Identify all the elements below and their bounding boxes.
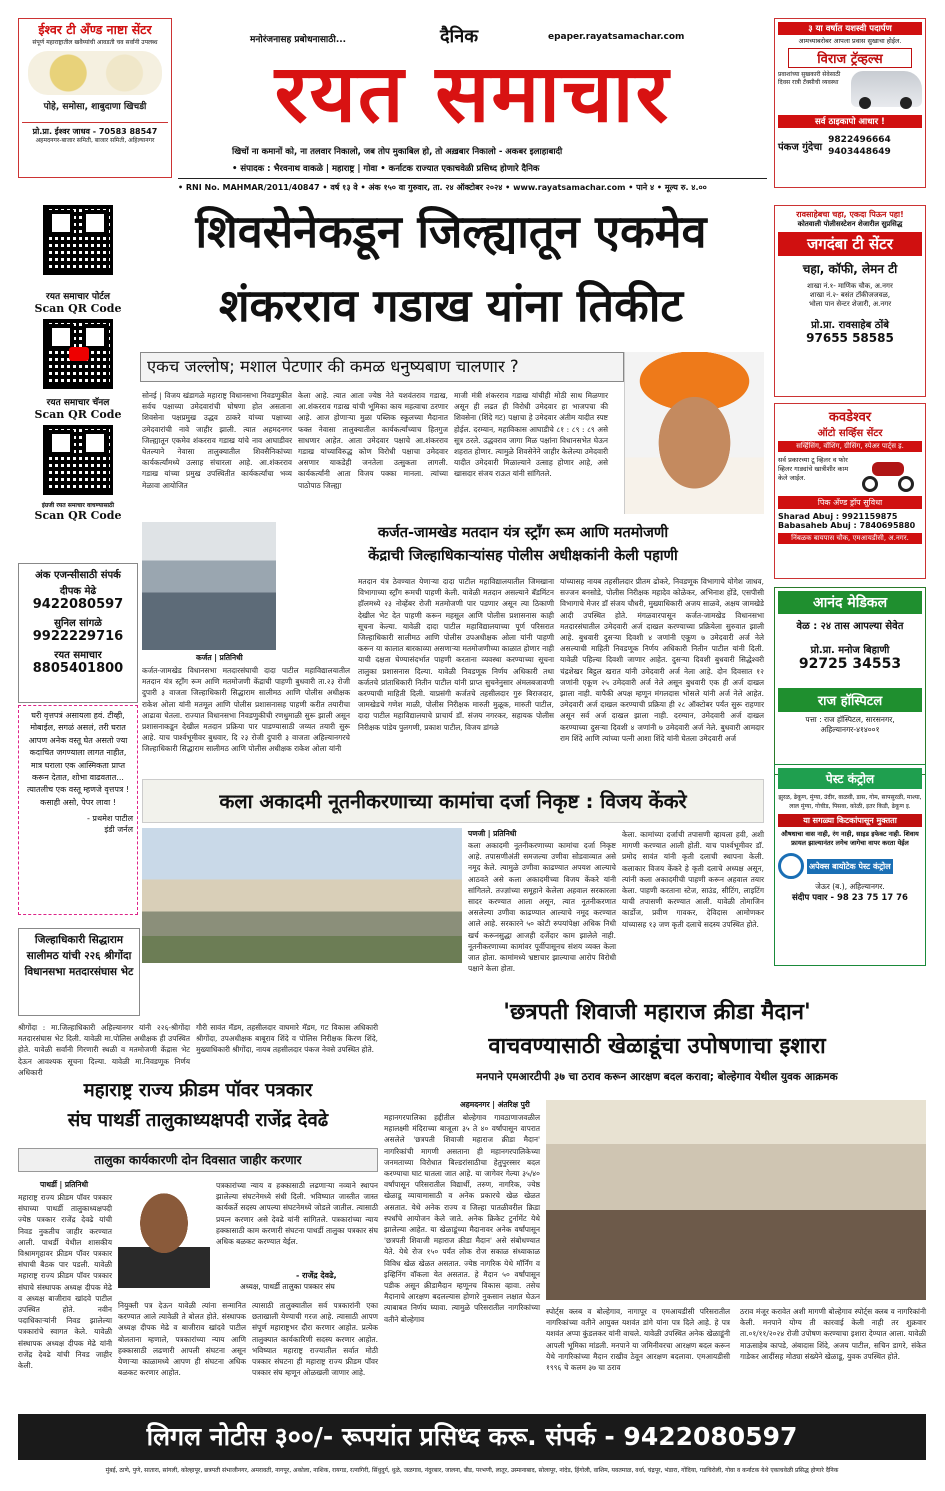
ad-phone[interactable]: 97655 58585 [806,331,894,345]
qr-label: Scan QR Code [34,408,122,421]
phone-2: 9403448649 [828,147,891,157]
ad-pest-control [774,764,926,966]
newspaper-title: रयत समाचार [274,47,671,140]
qr-section [18,205,138,555]
qr-label: Scan QR Code [34,302,122,315]
ad-company: अपेक्स बायोटेक पेस्ट कंट्रोल [807,859,893,874]
ad-name: विराज ट्रॅव्हल्स [788,48,912,68]
story3-col-2: केला. कामांच्या दर्जाची तपासणी व्हायला हवी, अशी मागणी करण्यात आली होती. याच पार्श्वभूमीवर डॉ. प्रमोद सावंत यांनी कृती दलाची स्थापना केली. कलाकार विजय केंकरे हे कृती दलाचे अध्यक्ष असून, त्यांनी कला अकादमीची पाहणी करून अहवाल तयार केला. पाहणी करताना स्टेज, साउंड, सीटिंग, लाइटिंग याची तपासणी करण्यात आली. यावेळी तोमाजिन कार्डोज, प्रवीण गावकर, देविदास आमोणकर यांच्यासह १३ जण कृती दलाचे सदस्य उपस्थित होते. [622,830,764,929]
story5-headline-line2: वाचवण्यासाठी खेळाडूंचा उपोषणाचा इशारा [488,1034,826,1059]
story5-subheadline: मनपाने एमआरटीपी ३७ चा ठराव करून आरक्षण बदल करावा; बोल्हेगाव येथील युवक आक्रमक [476,1071,838,1083]
ad-address: निंबळक बायपास चौक, एमआयडीसी, अ.नगर. [778,533,922,544]
story5-col-3: ठराव मंजूर करावेत अशी मागणी बोल्हेगाव स्पोर्ट्स क्लब व नागरिकांनी केली. मनपाने योग्य ती कारवाई केली नाही तर शुक्रवार ता.०१/११/२०२४ रोजी उपोषण करण्याचा इशारा देण्यात आला. यावेळी माऊसाहेब कापडे, अंबादास शिंदे, अजय पाटील, सचिन डागरे, संकेत गाडेकर आदींसह मोठ्या संख्येने खेळाडू, युवक उपस्थित होते. [740,1307,926,1361]
contact-phone[interactable]: 9922229716 [32,629,124,644]
ad-phone[interactable]: 92725 34553 [798,656,902,672]
contact-phone[interactable]: 9422080597 [32,597,124,612]
ad-branch: भोला पान सेन्टर शेजारी, अ.नगर [808,300,892,308]
car-photo [851,71,923,107]
ad-contact: Babasaheb Abuj : 7840695880 [778,521,916,530]
story5-col-2: स्पोर्ट्स क्लब व बोल्हेगाव, नागापूर व एमआयडीसी परिसरातील नागरिकांच्या वतीने आयुक्त यशवंत डांगे यांना पत्र दिले आहे. हे पत्र यशवंत अप्पा कुंडलकर यांनी वाचले. यावेळी उपस्थित अनेक खेळाडूंनी आपली भूमिका मांडली. मनपाने या जमिनीवरचा आरक्षण बदल करून येथे नागरिकांच्या मैदान राखीव ठेवून आरक्षण बदलावा. एमआयडीसी १९९६ चे कलम ३७ चा ठराव [546,1307,730,1373]
qr-label: रयत समाचार चॅनल [46,398,110,408]
collector-visit-body-2: गौरी सावंत मॅडम, तहसीलदार वाघमारे मॅडम, गट विकास अधिकारी श्रीगोंदा, उपअधीक्षक बाबूराव शिंदे व पोलिस निरीक्षक किरण शिंदे, मुख्याधिकारी श्रीगोंदा, नायब तहसीलदार पंकज नेवसे उपस्थित होते. [196,1023,378,1055]
story6-col-2: पत्रकारांच्या न्याय व हक्कासाठी लढणाऱ्या नव्याने स्थापन झालेल्या संघटनेमध्ये संधी दिली. भविष्यात जास्तीत जास्त कार्यकर्ते सदस्य आपल्या संघटनेमध्ये जोडले जातील. त्यासाठी प्रयत्न करणार असे देवढे यांनी सांगितले. पत्रकारांच्या न्याय हक्कासाठी काम करणारी संघटना पाथर्डी तालुका पत्रकार संघ अधिक बळकट करण्यात येईल. [216,1181,378,1247]
youtube-icon [69,347,89,361]
quote-text: घरी वृत्तपत्रं असायला हवं. टीव्ही, मोबाईल, सगळं असलं, तरी घरात आपण अनेक वस्तू घेत असतो ज्या कदाचित जगण्याला लागत नाहीत, मात्र घराला एक आस्मिकता प्राप्त करून देतात, शोभा वाढवतात... त्यातलीच एक वस्तू म्हणजे वृत्तपत्र ! कसाही असो, पेपर लावा ! [26,711,130,807]
story2-headline-line2: केंद्राची जिल्हाधिकाऱ्यांसह पोलीस अधीक्षकांनी केली पहाणी [368,548,678,564]
ad-contact[interactable]: संदीप पवार - 98 23 75 17 76 [792,893,908,903]
ad-highlight: सर्व ठाइकापो आधार ! [778,115,922,128]
qr-label: इंग्रजी रयत समाचार वाचण्यासाठी [41,502,115,509]
ad-branch: शाखा नं.२- बसंत टॉकीजजवळ, [809,291,891,299]
ad-desc: संपूर्ण महाराष्ट्रातील खवैय्यांची आवडती चव सर्वांनी उपलब्ध [32,39,158,46]
candidate-photo [624,352,764,514]
contact-name: दीपक मेढे [59,586,97,597]
story6-headline-line2: संघ पाथर्डी तालुकाध्यक्षपदी राजेंद्र देवढे [67,1110,329,1131]
ad-branch: शाखा नं.१- माणिक चौक, अ.नगर [807,282,893,290]
channel-qr-code[interactable] [43,319,113,389]
ad-name: कवडेश्वर [828,410,872,425]
story6-signature-title: अध्यक्ष, पाथर्डी तालुका पत्रकार संघ [240,1282,335,1291]
story5-col-1: महानगरपालिका हद्दीतील बोल्हेगाव गावठाणाजवळील महालक्ष्मी मंदिराच्या बाजूला ३५ ते ४० वर्षांपासून वापरात असलेले 'छत्रपती शिवाजी महाराज क्रीडा मैदान' नागरिकांची मागणी असताना ही महानगरपालिकेच्या जनमताच्या विरोधात बिल्डरांसाठीचा हेतुपुरस्सर बदल करण्याचा घाट घातला जात आहे. या जागेवर गेल्या ३५/४० वर्षांपासून परिसरातील विद्यार्थी, तरुण, नागरिक, ज्येष्ठ खेळाडू व्यायामासाठी व अनेक प्रकारचे खेळ खेळत असतात. येथे अनेक राज्य व जिल्हा पातळीवरील क्रिडा स्पर्धांचे आयोजन केले जाते. अनेक क्रिकेट टुर्नामेंट येथे झालेल्या आहेत. या खेळाडूंच्या मैदानावर अनेक वर्षांपासून 'छत्रपती शिवाजी महाराज क्रीडा मैदान' असे संबोधण्यात येते. येथे रोज १५० पर्यंत लोक रोज सकाळ संध्याकाळ विविध खेळ खेळत असतात. ज्येष्ठ नागरिक येथे मॉर्निंग व इव्हिनिंग वॉकला येत असतात. हे मैदान ५० वर्षांपासून पडीक असून क्रीडामैदान म्हणूनच विकास व्हावा. तसेच मैदानाचे आरक्षण बदलल्यास होणारे नुकसान लक्षात घेऊन त्याबाबत निर्णय घ्यावा. त्यामुळे परिसरातील नागरिकांच्या वतीने बोल्हेगाव [384,1113,540,1324]
ad-name: जगदंबा टी सेंटर [778,232,922,256]
lead-subheadline [140,352,624,382]
subheadline-text: एकच जल्लोष; मशाल पेटणार की कमळ धनुष्यबाण चालणार ? [147,357,519,376]
legal-notice-text: लिगल नोटीस ३००/- रूपयांत प्रसिध्द करू. संपर्क - 9422080597 [146,1422,798,1451]
story2-headline-line1: कर्जत-जामखेड मतदान यंत्र स्ट्रॉंग रूम आणि मतमोजणी [377,525,669,541]
motorbike-photo [858,456,918,492]
ad-jagdamba-tea [774,205,926,397]
lead-headline-line2: शंकरराव गडाख यांना तिकीट [218,279,684,332]
footer-distribution: मुंबई, ठाणे, पुणे, सातारा, सांगली, कोल्हापूर, छत्रपती संभाजीनगर, अमरावती, नागपूर, अकोला, नाशिक, रायगड, रत्नागिरी, सिंधुदुर्ग, धुळे, जळगाव, नंदुरबार, जालना, बीड, परभणी, लातूर, उस्मानाबाद, सोलापूर, नांदेड, हिंगोली, वाशिम, यवतमाळ, वर्धा, चंद्रपूर, भंडारा, गोंदिया, गडचिरोली, गोवा व कर्नाटक येथे एकाचवेळी प्रसिद्ध होणारे दैनिक [105,1467,839,1474]
subheadline-text: तालुका कार्यकारणी दोन दिवसात जाहीर करणार [94,1153,302,1167]
collector-visit-headline [18,928,140,1016]
story6-col-3: नियुक्ती पत्र देऊन यावेळी त्यांना सन्मानित करण्यात आले त्यावेळी ते बोलत होते. संस्थापक अध्यक्ष दीपक मेढे व बाजीराव खांदवे पाटील बोलताना म्हणाले, पत्रकारांच्या न्याय आणि हक्कासाठी लढणारी आपली संघटना असून येणाऱ्या काळामध्ये आपण ही संघटना अधिक बळकट करणार आहोत. [118,1301,246,1378]
quote-author: - प्रथमेश पाटील [86,814,133,824]
newspaper-quote-box [18,705,138,915]
story3-headline: कला अकादमी नूतनीकरणाच्या कामांचा दर्जा निकृष्ट : विजय केंकरे [219,790,687,813]
ad-desc: सर्व प्रकारच्या टू व्हिलर व फोर व्हिलर गाड्यांचे खात्रीशीर काम केले जाईल. [778,456,849,482]
ad-top: रावसाहेबचा चहा, एकदा पिऊन पहा! [796,210,904,219]
ad-title: पेस्ट कंट्रोल [778,768,922,789]
story5-byline: अहमदनगर | अंतरिक्ष पुरी [460,1100,530,1109]
qr-label: रयत समाचार पोर्टल [46,292,110,302]
ad-owner: प्रो.प्रा. रावसाहेब ठोंबे [811,320,889,331]
story2-col-2: यांच्यासह नायब तहसीलदार प्रीतम ढोकरे, निवडणूक विभागाचे योगेश जाधव, सज्जन बनसोडे, पोलीस निरीक्षक महादेव कोळेकर, अभिनाश होंडे, एसपीसी विभागाचे मेजर डॉ संजय चौधरी, मुख्याधिकारी अजय साळवे, अक्षय जामखेडे आदी उपस्थित होते. मंगळवारपासून कर्जत-जामखेड विधानसभा मतदारसंघातील उमेदवारी अर्ज दाखल करण्याच्या प्रक्रियेला सुरुवात झाली आहे. बुधवारी दुसऱ्या दिवशी ४ जणांनी एकूण ७ उमेदवारी अर्ज नेले असल्याची माहिती निवडणूक निर्णय अधिकारी नितीन पाटील यांनी दिली. यावेळी पहिल्या दिवशी जाणार आहेत. दुसऱ्या दिवशी बुधवारी सिद्धेश्वरी चंद्रशेखर बिट्ठल खरात यांनी उमेदवारी अर्ज नेला आहे. दोन दिवसात १२ जणांनी एकूण २५ उमेदवारी अर्ज नेले असून बुधवारी एक ही अर्ज दाखल झाला नाही. यापैकी अपक्ष म्हणून मंगलदास भोसले यांनी अर्ज नेले आहेत. उमेदवारी अर्ज दाखल करण्याची प्रक्रिया ही २८ ऑक्टोबर पर्यंत सुरू राहणार असून सर्व अर्ज दाखल झाला नाही. दरम्यान, उमेदवारी अर्ज दाखल करण्याच्या दुसऱ्या दिवशी ४ जणांनी ७ उमेदवारी अर्ज नेले. बुधवारी आमदार राम शिंदे आणि त्यांच्या पत्नी आशा शिंदे यांनी घेतला उमेदवारी अर्ज [560,577,764,743]
story5-headline-line1: 'छत्रपती शिवाजी महाराज क्रीडा मैदान' [503,1000,811,1025]
story6-signature: - राजेंद्र देवढे, [296,1271,337,1280]
protest-photo [546,1100,926,1300]
story2-byline: कर्जत | प्रतिनिधी [196,653,243,662]
story6-headline-line1: महाराष्ट्र राज्य फ्रीडम पॉवर पत्रकार [83,1080,313,1101]
ad-title: ईश्वर टी अँण्ड नाष्टा सेंटर [38,22,152,37]
ad-kawadeshwar-auto [774,403,926,579]
contact-name: सुनिल सांगळे [54,618,102,629]
ad-ishwar-tea [18,18,172,178]
story3-headline-band [142,779,764,823]
story3-byline: पणजी | प्रतिनिधी [468,829,517,838]
story2-headline [282,522,764,572]
ad-hospital-name: राज हॉस्पिटल [778,688,922,712]
ad-owner: प्रो.प्रा. मनोज बिहाणी [810,645,890,656]
ad-items: पोहे, समोसा, शाबुदाणा खिचडी [43,102,147,112]
inspection-photo [142,522,276,650]
english-qr-code[interactable] [43,425,113,495]
ad-pickup: पिक अँण्ड ड्रॉप सुविधा [778,496,922,509]
masthead-quote: खिचों ना कमानों को, ना तलवार निकालो, जब तोप मुकाबिल हो, तो अख़बार निकालो - अकबर इलाहाबादी [232,147,563,157]
contact-title: अंक एजन्सीसाठी संपर्क [35,570,121,581]
ad-name: आनंद मेडिकल [778,591,922,614]
story6-byline: पाथर्डी | प्रतिनिधी [40,1180,89,1189]
ad-list: झुरळ, ढेकूण, मुंग्या, उंदीर, वाळवी, डास, गोम, सापसुरळी, माश्या, लाल मुंग्या, गोचीड, पिसवा, कोळी, इतर किडी, ढेकूण इ. [778,794,922,810]
food-photo [28,51,162,95]
ad-items: चहा, कॉफी, लेमन टी [802,262,898,276]
story2-col-1: मतदान यंत्र ठेवण्यात येणाऱ्या दादा पाटील महाविद्यालयातील जिमखाना विभागाच्या स्ट्रॉंग रूमची पाहणी केली. यावेळी मतदान असल्याने बॅडमिंटन हॉलमध्ये २३ नोव्हेंबर रोजी मतमोजणी पार पडणार असून त्या ठिकाणी देखील भेट देत पाहणी करून महसूल आणि पोलीस प्रशासनास काही सूचना केल्या. यावेळी दादा पाटील महाविद्यालयाच्या पूर्ण परिसरात जिल्हाधिकारी सालीमठ आणि पोलीस उपअधीक्षक ओला यांनी पाहणी करून या कालात बारकाव्या असणाऱ्या मतमोजणीच्या काळात होणार नाही याची दक्षता घेण्यासंदर्भात पाहणी करताना व्यवस्था करण्याच्या सूचना तालुका प्रशासनास दिल्या. यावेळी निवडणूक निर्णय अधिकारी तथा कर्जतचे प्रांताधिकारी नितीन पाटील यांनी प्राप्त सुचनेनुसार अंमलबजावणी करण्याची माहिती दिली. याप्रसंगी कर्जतचे तहसीलदार गुरु बिराजदार, जामखेडचे गणेश माळी, पोलीस निरीक्षक मारुती मुळूक, मारुती पाटील, दादा पाटील महाविद्यालयाचे प्राचार्य डॉ. संजय नगरकर, सहायक पोलीस निरीक्षक पांडेय पुलगणी, प्रकाश पाटील, विजय डांगळे [358,577,554,732]
qr-label: Scan QR Code [34,509,122,522]
editor-line: • संपादक : भैरवनाथ वाकळे | महाराष्ट्र | गोवा • कर्नाटक राज्यात एकाचवेळी प्रसिध्द होणारे दैनिक [232,164,540,174]
agency-contact-box [18,563,138,703]
ad-person: पंकज गुंदेचा [778,142,823,153]
contact-phone[interactable]: 8805401800 [32,661,124,676]
ad-line2: आमच्याबरोबर आपला प्रवास सुखाचा होईल. [798,37,902,45]
lead-headline-line1: शिवसेनेकडून जिल्ह्यातून एकमेव [195,205,707,258]
ad-note: औषधाचा वास नाही, रंग नाही, साइड इफेक्ट नाही. शिवाय फ्रायल झाल्यानंतर लगेच जागेचा वापर करता येईल [781,830,919,847]
ad-services: सर्व्हिसिंग, वॉशिंग, ग्रीसिंग, स्पेअर पार्ट्स इ. [778,441,922,452]
epaper-link[interactable]: epaper.rayatsamachar.com [548,32,685,42]
story3-col-1: कला अकादमी नूतनीकरणाच्या कामांचा दर्जा निकृष्ट आहे. तपासणीअंती समजल्या उणीवा सोडवाव्यात असे नमूद केले. त्यामुळे उणीवा काढण्यात अपयश आल्याचे आठवते असे कला अकादमीच्या विजय केंकरे यांनी सांगितले. तज्ज्ञांच्या समूहाने केलेला अहवाल सरकारला सादर करण्यात आला असून, त्यात नूतनीकरणात असलेल्या उणीवा काढण्यात आल्याचे नमूद करण्यात आले आहे. सरकारने ५० कोटी रुपयांपेक्षा अधिक निधी खर्च करूनसुद्धा आजही दर्जेदार काम झालेले नाही. नूतनीकरणाच्या कामांवर पूर्वीपासूनच संशय व्यक्त केला जात होता. कामांमध्ये भ्रष्टाचार झाल्याचा आरोप विरोधी पक्षाने केला होता. [468,841,616,974]
story6-col-1: महाराष्ट्र राज्य फ्रीडम पॉवर पत्रकार संघाच्या पाथर्डी तालुकाध्यक्षपदी ज्येष्ठ पत्रकार राजेंद्र देवढे यांची निवड नुकतीच जाहीर करण्यात आली. पाथर्डी येथील शासकीय विश्रामगृहावर फ्रीडम पॉवर पत्रकार संघाची बैठक पार पडली. यावेळी महाराष्ट्र राज्य फ्रीडम पॉवर पत्रकार संघाचे संस्थापक अध्यक्ष दीपक मेढे व अध्यक्ष बाजीराव खांदवे पाटील उपस्थित होते. नवीन पदाधिकाऱ्यांनी निवड झालेल्या पत्रकारांचे स्वागत केले. यावेळी संस्थापक अध्यक्ष दीपक मेढे यांनी राजेंद्र देवढे यांची निवड जाहीर केली. [18,1193,112,1371]
story6-col-4: त्यासाठी तालुक्यातील सर्व पत्रकारांनी एका छताखाली येण्याची गरज आहे. त्यासाठी आपण संपूर्ण महाराष्ट्रभर दौरा करणार आहोत. प्रत्येक तालुक्यात कार्यकारिणी सदस्य करणार आहोत. भविष्यात महाराष्ट्र राज्यातील सर्वात मोठी पत्रकार संघटना ही महाराष्ट्र राज्य फ्रीडम पॉवर पत्रकार संघ म्हणून ओळखली जाणार आहे. [252,1301,378,1378]
story6-headline [18,1076,378,1152]
ad-desc: प्रवाशांच्या सुखकारी सेवेसाठी दिवस रात्री टॅक्सीची व्यवस्था [778,71,841,86]
ad-sub: कोतवाली पोलीसस्टेशन शेजारील सुप्रसिद्ध [797,220,903,228]
ad-address: अहमदनगर-बाजार समिती, बाजार समिती, अहिल्यानगर [35,137,155,144]
tagline: मनोरंजनासह प्रबोधनासाठी... [250,35,347,45]
ad-viraj-travels [774,18,926,188]
ad-owner: प्रो.प्रा. ईश्वर जाधव - 70583 88547 [22,122,168,137]
logo-icon [778,853,804,879]
reporter-photo [118,1180,210,1288]
story6-subheadline [18,1148,378,1172]
masthead [178,18,767,198]
legal-notice-banner [18,1414,926,1460]
ad-sub: वेळ : २४ तास आपल्या सेवेत [796,621,904,632]
story5-headline [384,996,930,1096]
collector-visit-body-1: श्रीगोंदा : मा.जिल्हाधिकारी अहिल्यानगर यांनी २२६-श्रीगोंदा मतदारसंघास भेट दिली. यावेळी मा.पोलिस अधीक्षक ही उपस्थित होते. यावेळी सर्वांनी गिरणारी स्थळी व मतमोजणी केंद्रास भेट देऊन आवश्यक सूचना दिल्या. यावेळी मा.निवडणूक निर्णय अधिकारी [18,1023,190,1077]
story2-col-0: कर्जत-जामखेड विधानसभा मतदारसंघाची दादा पाटील महाविद्यालयातील मतदान यंत्र स्ट्रॉंग रूम आणि मतमोजणी केंद्राची पाहणी बुधवारी ता.२३ रोजी दुपारी ३ वाजता जिल्हाधिकारी सिद्धाराम सालीमठ आणि पोलीस अधीक्षक राकेश ओला यांनी मतमूल आणि पोलीस प्रशासनासह पाहणी करीत तयारीचा आढावा घेतला. राज्यात विधानसभा निवडणुकीची रणधुमाळी सुरू झाली असून प्रशासनाकडून देखील मतदान प्रक्रिया पार पाडण्यासाठी जय्यत तयारी सुरू आहे. याच पार्श्वभूमीवर बुधवार, दि २३ रोजी दुपारी ३ वाजता अहिल्यानगरचे जिल्हाधिकारी सिद्धाराम सालीमठ आणि पोलीस अधीक्षक राकेश ओला यांनी [142,666,350,754]
ad-line1: ३ या वर्षात यशस्वी पदार्पण [778,22,922,35]
story-headline: जिल्हाधिकारी सिद्धाराम सालीमठ यांची २२६ श्रीगोंदा विधानसभा मतदारसंघास भेट [24,934,134,978]
lead-col-2: केला आहे. त्यात आता ज्येष्ठ नेते यशवंतराव गडाख, आ.शंकरराव गडाख यांची भूमिका काय महत्वाचा ठरणार आहे. आज होणाऱ्या मुळा पब्लिक स्कूलच्या मैदानात फक्त नेवासा तालुक्यातील कार्यकर्त्यांच्याच हितगुज साधणार आहेत. आता उमेदवार पक्षाचे आ.शंकरराव गडाख यांच्याविरुद्ध कोण विरोधी पक्षाचा उमेदवार असणार याकडेही जनतेला उत्सुकता लागली. कार्यकर्त्यांनी आता विजय पक्का मानला. त्यांच्या पाठोपाठ जिल्ह्या [298,391,448,490]
info-line: • RNI No. MAHMAR/2011/40847 • वर्ष १३ वे • अंक १५० वा गुरुवार, ता. २४ ऑक्टोबर २०२४ • www.rayatsamachar.com • पाने ४ • मूल्य रु. ४.०० [178,183,707,192]
lead-col-1: सोनई | विजय खंडागळे महाराष्ट्र विधानसभा निवडणुकीत सर्वच पक्षाच्या उमेदवारांची घोषणा होत असताना शिवसेना पक्षप्रमुख उद्धव ठाकरे यांच्या पक्षाच्या उमेदवारांची नावे जाहीर झाली. त्यात अहमदनगर जिल्ह्यातून एकमेव शंकरराव गडाख यांचे नाव आघाडीवर घेतल्याने नेवासा तालुक्यातील शिवसैनिकांच्या कार्यकर्त्यांमध्ये उत्साह संचारला आहे. आ.शंकरराव गडाख यांच्या प्रमुख उपस्थितीत कार्यकर्त्यांचा भव्य मेळावा आयोजित [142,391,292,490]
ad-sub: ऑटो सर्व्हिस सेंटर [817,428,883,439]
ad-address: जेऊर (ब.), अहिल्यानगर. [815,882,885,891]
lead-col-3: माजी मंत्री शंकरराव गडाख यांचीही मोठी साथ मिळणार असून ही लढत ही विरोधी उमेदवार हा भाजपचा की शिवसेना (शिंदे गट) पक्षाचा हे उमेदवार अंतीम यादीत स्पष्ट होईल. दरम्यान, महाविकास आघाडीचे ८१ : ८९ : ८९ असे सूत्र ठरले. उद्धवराव जागा मिळ पक्षांना विधानसभेत घेऊन शहरात होणार. त्यामुळे शिवसेनेने जाहीर केलेल्या उमेदवारी यादीत उमेदवारी मिळाल्याने उत्साह होणार आहे, असे खासदार संजय राऊत यांनी सांगितले. [454,391,608,479]
ad-assure: या सगळ्या किटकांपासून मुक्तता [778,814,922,827]
ad-contact: Sharad Abuj : 9921159875 [778,512,898,521]
phone-1: 9822496664 [828,135,891,145]
daily-label: दैनिक [440,26,479,47]
ad-anand-medical [774,587,926,775]
portal-qr-code[interactable] [43,205,113,275]
lead-headline [140,200,762,350]
kala-academy-photo [142,828,462,963]
contact-name: रयत समाचार [54,650,102,661]
quote-org: इंडी जर्नल [104,825,133,835]
ad-hospital-address: पत्ता : राज हॉस्पिटल, सारसनगर, अहिल्यानगर-४१४००१ [805,715,895,734]
